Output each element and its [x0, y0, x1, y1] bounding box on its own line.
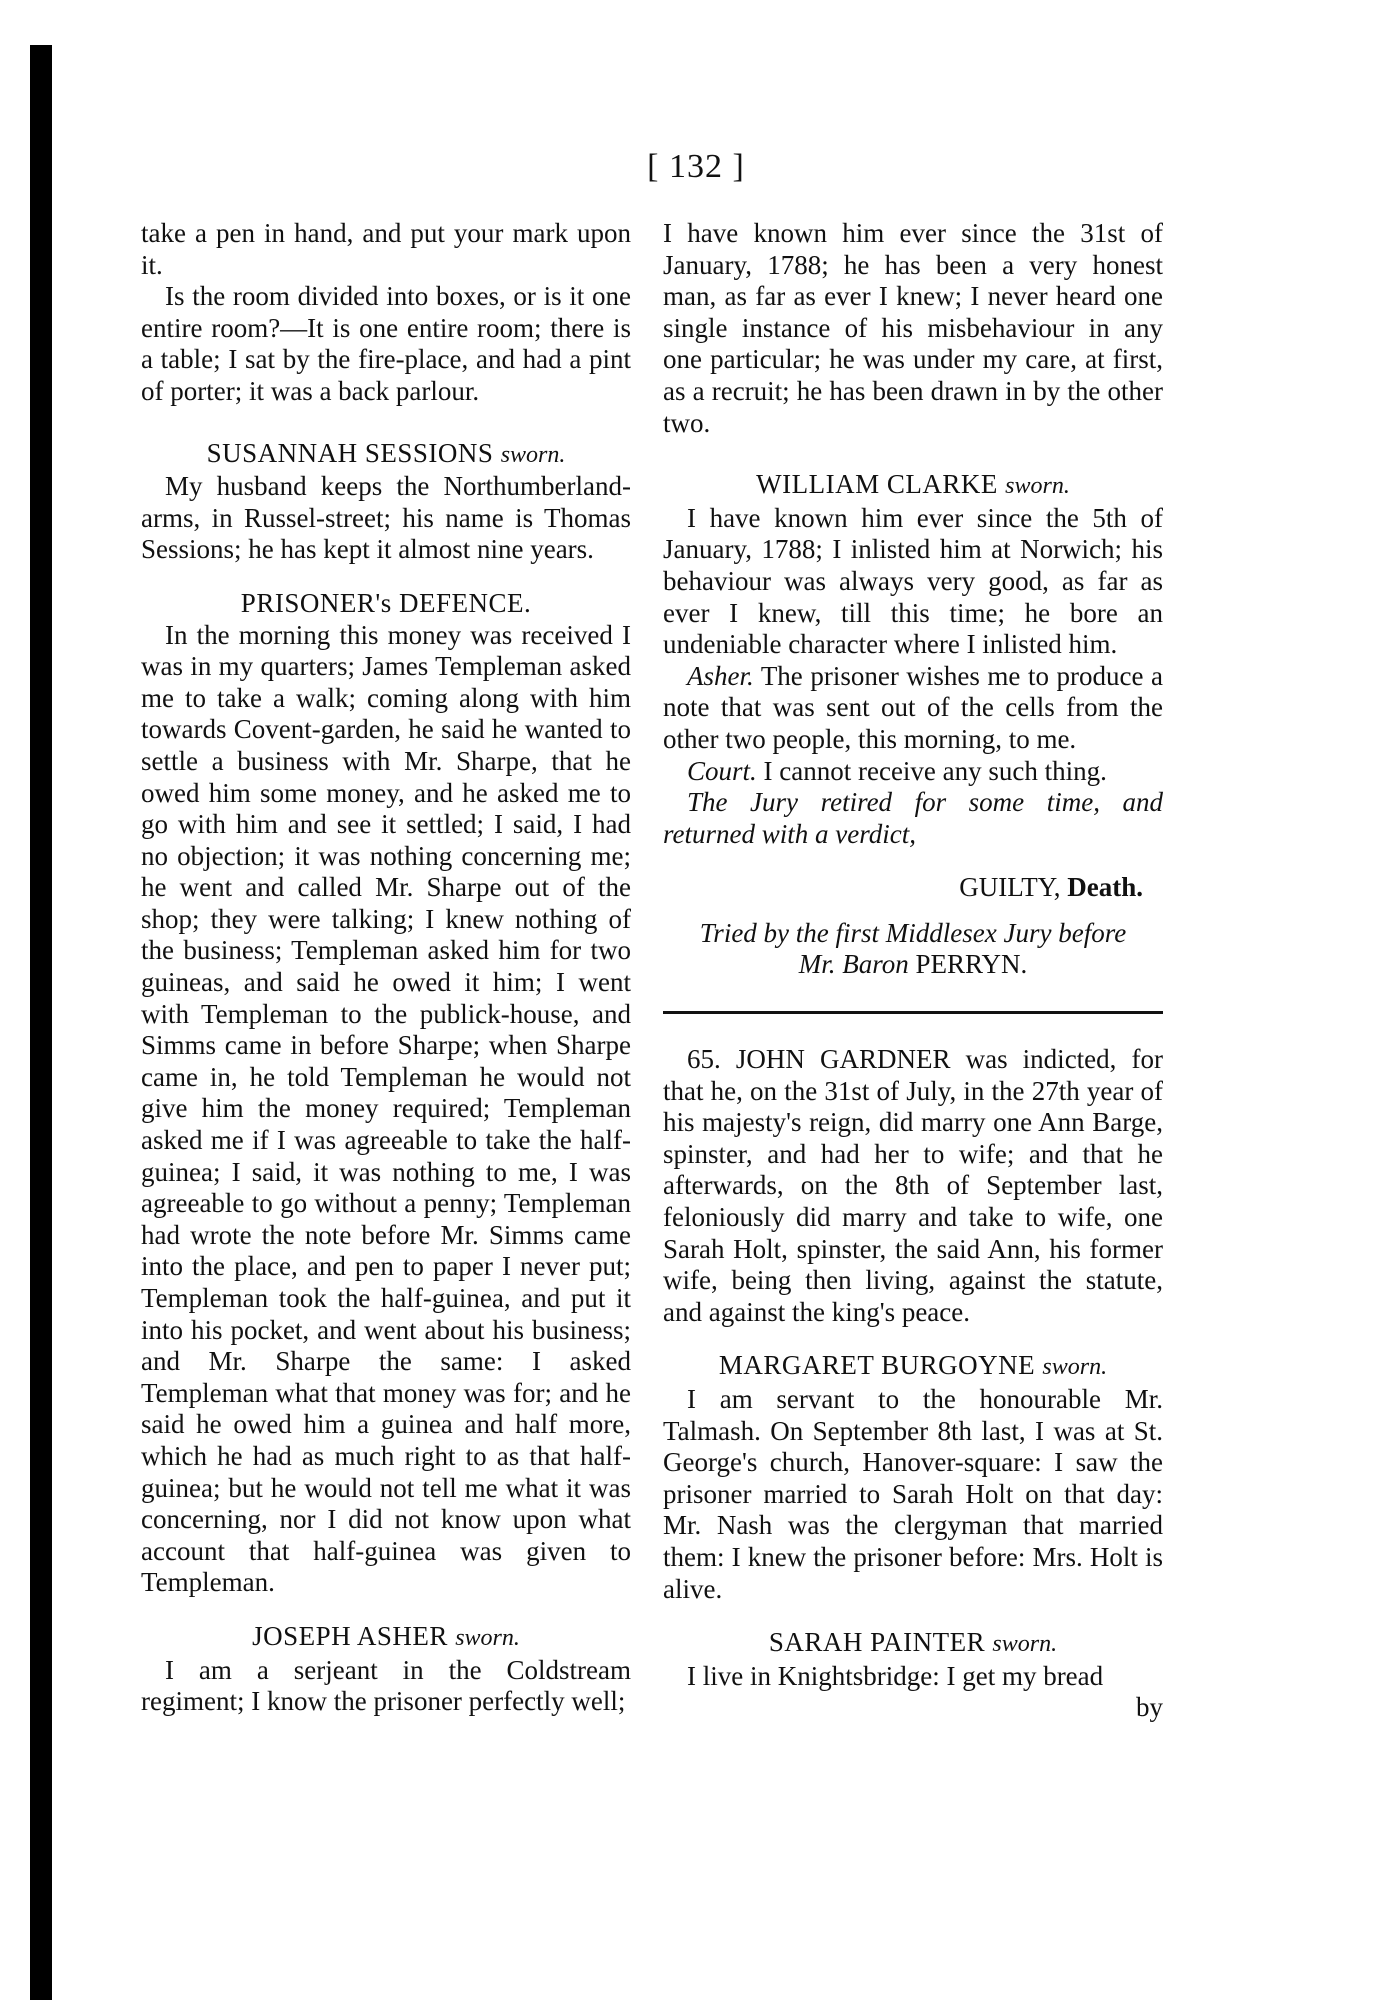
speaker-text: I cannot receive any such thing.: [763, 755, 1107, 786]
judge-name: PERRYN.: [915, 949, 1028, 980]
speaker-label: Court.: [687, 755, 757, 786]
jury-note: The Jury retired for some time, and returned with a verdict,: [663, 787, 1163, 849]
testimony: My husband keeps the Northumberland-arms, in Russel-street; his name is Thomas Sessions; he has kept it almost nine years.: [141, 471, 631, 565]
witness-name: MARGARET BURGOYNE: [718, 1350, 1036, 1381]
tried-line-1: Tried by the first Middlesex Jury before: [699, 917, 1127, 948]
testimony: I am servant to the honourable Mr. Talmash. On September 8th last, I was at St. George's church, Hanover-square: I saw the prisoner married to Sarah Holt on that day: Mr. Nash was the clergyman that married them: I knew the prisoner before: Mrs. Holt is alive.: [663, 1384, 1163, 1604]
tried-line-2: Mr. Baron: [798, 949, 909, 980]
sworn-label: sworn.: [500, 441, 566, 468]
witness-name: SARAH PAINTER: [768, 1627, 986, 1658]
paragraph: I have known him ever since the 31st of January, 1788; he has been a very honest man, as far as ever I knew; I never heard one single instance of his misbehaviour in any one particular; he was under my care, at first, as a recruit; he has been drawn in by the other two.: [663, 218, 1163, 438]
witness-name: SUSANNAH SESSIONS: [206, 437, 494, 468]
speaker-label: Asher.: [687, 660, 754, 691]
testimony: I live in Knightsbridge: I get my bread: [687, 1660, 1104, 1691]
sworn-label: sworn.: [1042, 1354, 1108, 1381]
catchword: by: [1136, 1692, 1163, 1723]
testimony: [663, 661, 1163, 756]
left-column: [141, 218, 631, 1718]
sworn-label: sworn.: [992, 1631, 1058, 1658]
testimony: [663, 756, 1163, 788]
page-number: [ 132 ]: [647, 148, 745, 185]
witness-heading: [663, 1350, 1163, 1384]
sworn-label: sworn.: [455, 1624, 520, 1651]
verdict-death: Death.: [1067, 872, 1143, 903]
witness-heading: [141, 438, 631, 472]
sworn-label: sworn.: [1005, 473, 1070, 500]
verdict-guilty: GUILTY,: [959, 872, 1061, 903]
witness-heading: [663, 1627, 1163, 1661]
testimony: I have known him ever since the 5th of January, 1788; I inlisted him at Norwich; his behaviour was always very good, as far as ever I knew, till this time; he bore an undeniable character where I inlisted him.: [663, 502, 1163, 660]
verdict: [663, 872, 1163, 904]
witness-name: WILLIAM CLARKE: [756, 469, 998, 500]
section-heading: PRISONER's DEFENCE.: [240, 587, 532, 618]
testimony: I am a serjeant in the Coldstream regiment; I know the prisoner perfectly well;: [141, 1654, 631, 1717]
indictment: 65. JOHN GARDNER was indicted, for that he, on the 31st of July, in the 27th year of his majesty's reign, did marry one Ann Barge, spinster, and had her to wife; and that he afterwards, on the 8th of September last, feloniously did marry and take to wife, one Sarah Holt, spinster, the said Ann, his former wife, being then living, against the statute, and against the king's peace.: [663, 1044, 1163, 1327]
witness-heading: [141, 1621, 631, 1655]
defence-text: In the morning this money was received I was in my quarters; James Templeman asked me to take a walk; coming along with him towards Covent-garden, he said he wanted to settle a business with Mr. Sharpe, that he owed him some money, and he asked me to go with him and see it settled; I said, I had no objection; it was nothing concerning me; he went and called Mr. Sharpe out of the shop; they were talking; I knew nothing of the business; Templeman asked him for two guineas, and said he owed it him; I went with Templeman to the publick-house, and Simms came in before Sharpe; when Sharpe came in, he told Templeman he would not give him the money required; Templeman asked me if I was agreeable to take the half-guinea; I said, it was nothing to me, I was agreeable to go without a penny; Templeman had wrote the note before Mr. Simms came into the place, and pen to paper I never put; Templeman took the half-guinea, and put it into his pocket, and went about his business; and Mr. Sharpe the same: I asked Templeman what that money was for; and he said he owed him a guinea and half more, which he had as much right to as that half-guinea; but he would not tell me what it was concerning, nor I did not know upon what account that half-guinea was given to Templeman.: [141, 619, 631, 1598]
speaker-text: The prisoner wishes me to produce a note that was sent out of the cells from the other two people, this morning, to me.: [663, 660, 1163, 754]
paragraph: Is the room divided into boxes, or is it one entire room?—It is one entire room; there is a table; I sat by the fire-place, and had a pint of porter; it was a back parlour.: [141, 281, 631, 406]
witness-heading: [663, 469, 1163, 503]
tried-by: [663, 918, 1163, 981]
witness-name: JOSEPH ASHER: [252, 1620, 448, 1651]
right-column: [663, 218, 1163, 1724]
binding-edge: [30, 45, 52, 2000]
paragraph: take a pen in hand, and put your mark upon it.: [141, 218, 631, 280]
